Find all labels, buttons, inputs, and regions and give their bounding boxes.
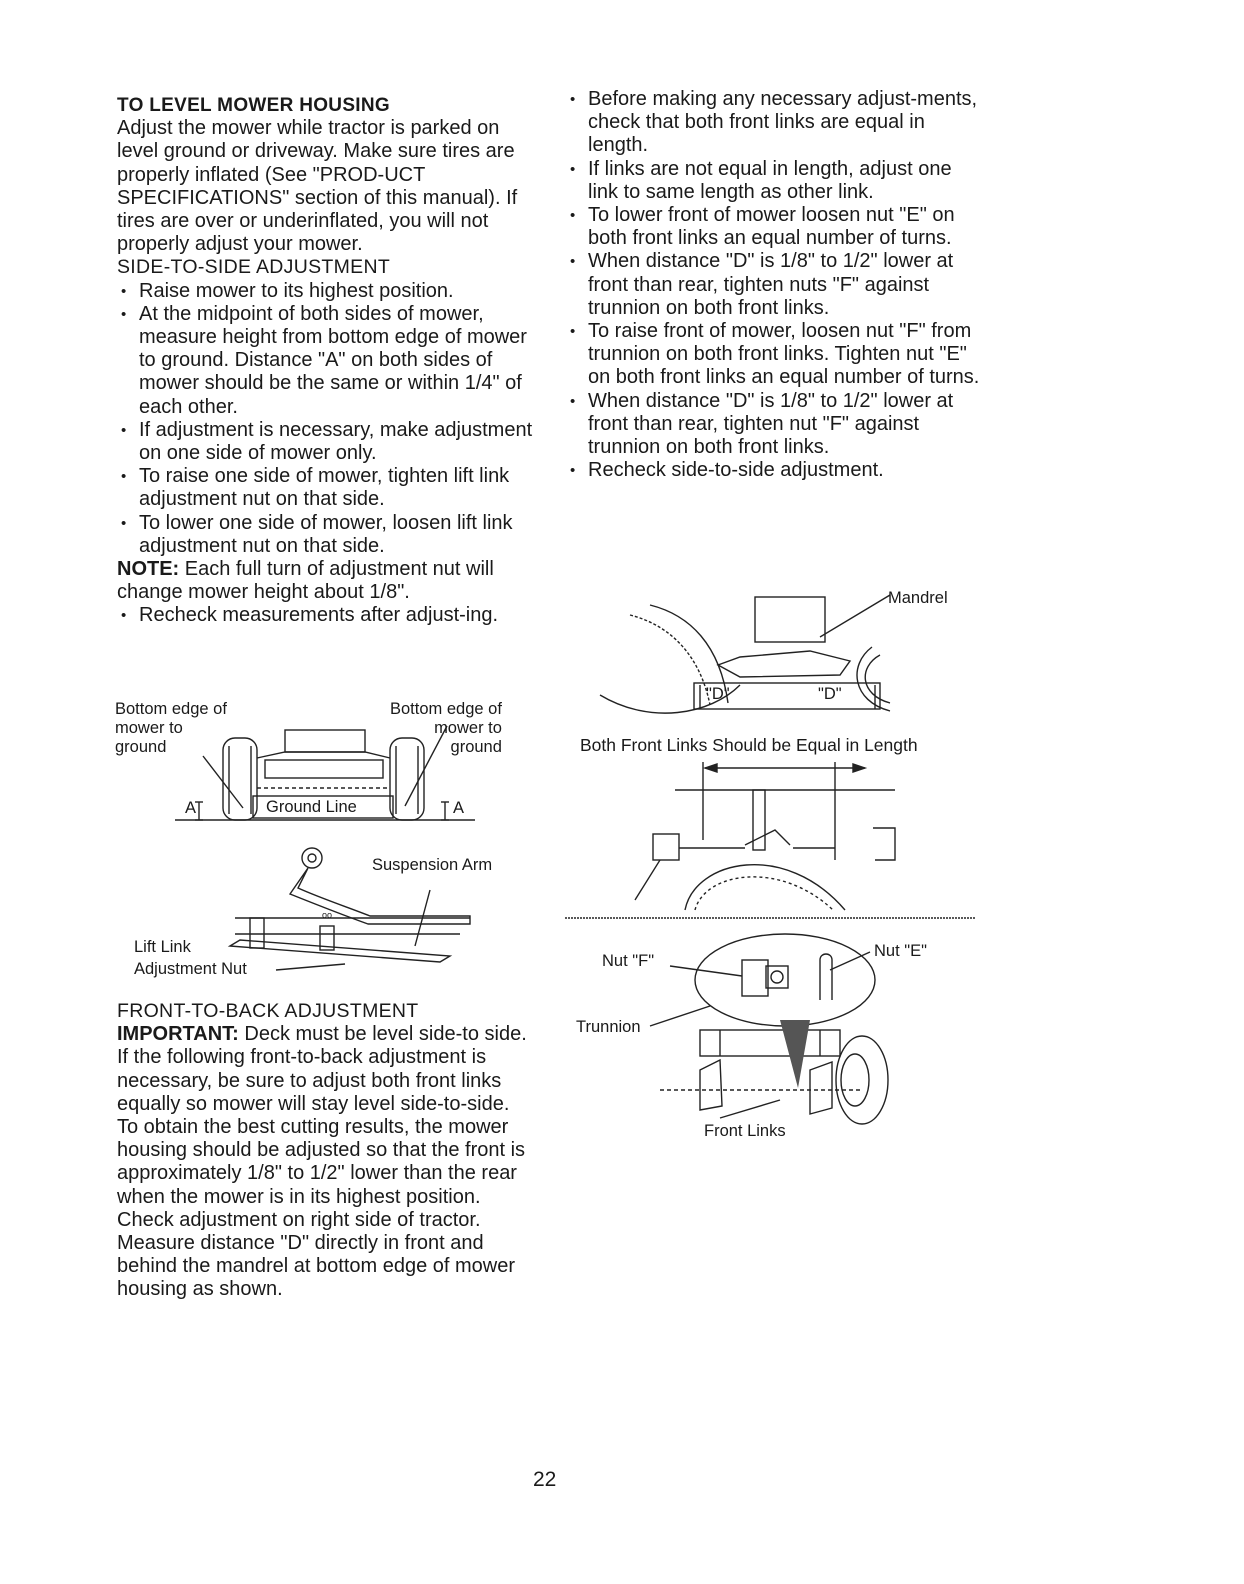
important-paragraph <box>117 1023 537 1116</box>
list-item: • To lower front of mower loosen nut "E" on both front links an equal number of turns. <box>566 204 986 250</box>
side-to-side-steps <box>117 280 537 558</box>
links-caption: Both Front Links Should be Equal in Length <box>580 735 918 755</box>
intro-paragraph: Adjust the mower while tractor is parked on level ground or driveway. Make sure tires are properly inflated (See "PROD-UCT SPECIFICATIONS" section of this manual). If tires are over or underinflated, you will not properly adjust your mower. <box>117 117 518 256</box>
nuts-detail-figure <box>570 930 970 1145</box>
note <box>117 558 537 604</box>
front-to-back-heading: FRONT-TO-BACK ADJUSTMENT <box>117 1000 419 1022</box>
list-item: • To raise front of mower, loosen nut "F" from trunnion on both front links. Tighten nut "E" on both front links an equal number of turns. <box>566 320 986 390</box>
list-item: • Before making any necessary adjust-ments, check that both front links are equal in length. <box>566 88 986 158</box>
check-paragraph: Check adjustment on right side of tractor. Measure distance "D" directly in front and behind the mandrel at bottom edge of mower housing as shown. <box>117 1208 516 1301</box>
distance-d-front: "D" <box>706 685 730 703</box>
adjustment-nut-label: Adjustment Nut <box>134 960 247 978</box>
page-number: 22 <box>533 1468 557 1491</box>
list-item: • To lower one side of mower, loosen lift link adjustment nut on that side. <box>117 512 537 558</box>
distance-d-rear: "D" <box>818 685 842 703</box>
list-item: • Raise mower to its highest position. <box>117 280 537 303</box>
front-to-back-steps <box>566 88 986 482</box>
list-item: • At the midpoint of both sides of mower, measure height from bottom edge of mower to ground. Distance "A" on both sides of mower should be the same or within 1/4" of each other. <box>117 303 537 419</box>
ground-line-label: Ground Line <box>266 798 357 816</box>
suspension-arm-label: Suspension Arm <box>372 856 493 874</box>
side-to-side-heading: SIDE-TO-SIDE ADJUSTMENT <box>117 256 391 279</box>
right-column <box>566 88 986 482</box>
left-column <box>117 94 537 628</box>
trunnion-label: Trunnion <box>576 1018 641 1036</box>
nut-e-label: Nut "E" <box>874 942 927 960</box>
lift-link-label: Lift Link <box>134 938 191 956</box>
ground-line-figure <box>115 698 535 828</box>
mandrel-figure <box>590 585 980 725</box>
nut-f-label: Nut "F" <box>602 952 655 970</box>
svg-text:oo: oo <box>322 910 333 920</box>
front-links-label: Front Links <box>704 1122 786 1140</box>
bottom-edge-right-label: Bottom edge of mower to ground <box>390 700 502 756</box>
list-item: • Recheck measurements after adjust-ing. <box>117 604 537 627</box>
suspension-figure <box>130 838 530 988</box>
front-links-length-figure <box>565 760 975 925</box>
list-item: • When distance "D" is 1/8" to 1/2" lower at front than rear, tighten nut "F" against trunnion on both front links. <box>566 390 986 460</box>
note-label: NOTE: <box>117 558 180 581</box>
mandrel-label: Mandrel <box>888 589 948 607</box>
list-item: • When distance "D" is 1/8" to 1/2" lower at front than rear, tighten nuts "F" against trunnion on both front links. <box>566 250 986 320</box>
note-text: Each full turn of adjustment nut will change mower height about 1/8". <box>117 558 494 604</box>
distance-a-left: A <box>185 799 197 817</box>
list-item: • If links are not equal in length, adjust one link to same length as other link. <box>566 158 986 204</box>
list-item: • Recheck side-to-side adjustment. <box>566 459 986 482</box>
important-text: Deck must be level side-to side. If the following front-to-back adjustment is necessary, be sure to adjust both front links equally so mower will stay level side-to-side. <box>117 1023 527 1115</box>
results-paragraph: To obtain the best cutting results, the mower housing should be adjusted so that the front is approximately 1/8" to 1/2" lower than the rear when the mower is in its highest position. <box>117 1116 526 1208</box>
front-to-back-section <box>117 1000 537 1302</box>
bottom-edge-left-label: Bottom edge of mower to ground <box>115 700 227 756</box>
list-item: • To raise one side of mower, tighten lift link adjustment nut on that side. <box>117 465 537 511</box>
section-heading: TO LEVEL MOWER HOUSING <box>117 95 390 116</box>
recheck-list <box>117 604 537 627</box>
important-label: IMPORTANT: <box>117 1023 239 1046</box>
front-links-length-drawing <box>565 760 975 925</box>
distance-a-right: A <box>453 799 465 817</box>
list-item: • If adjustment is necessary, make adjustment on one side of mower only. <box>117 419 537 465</box>
